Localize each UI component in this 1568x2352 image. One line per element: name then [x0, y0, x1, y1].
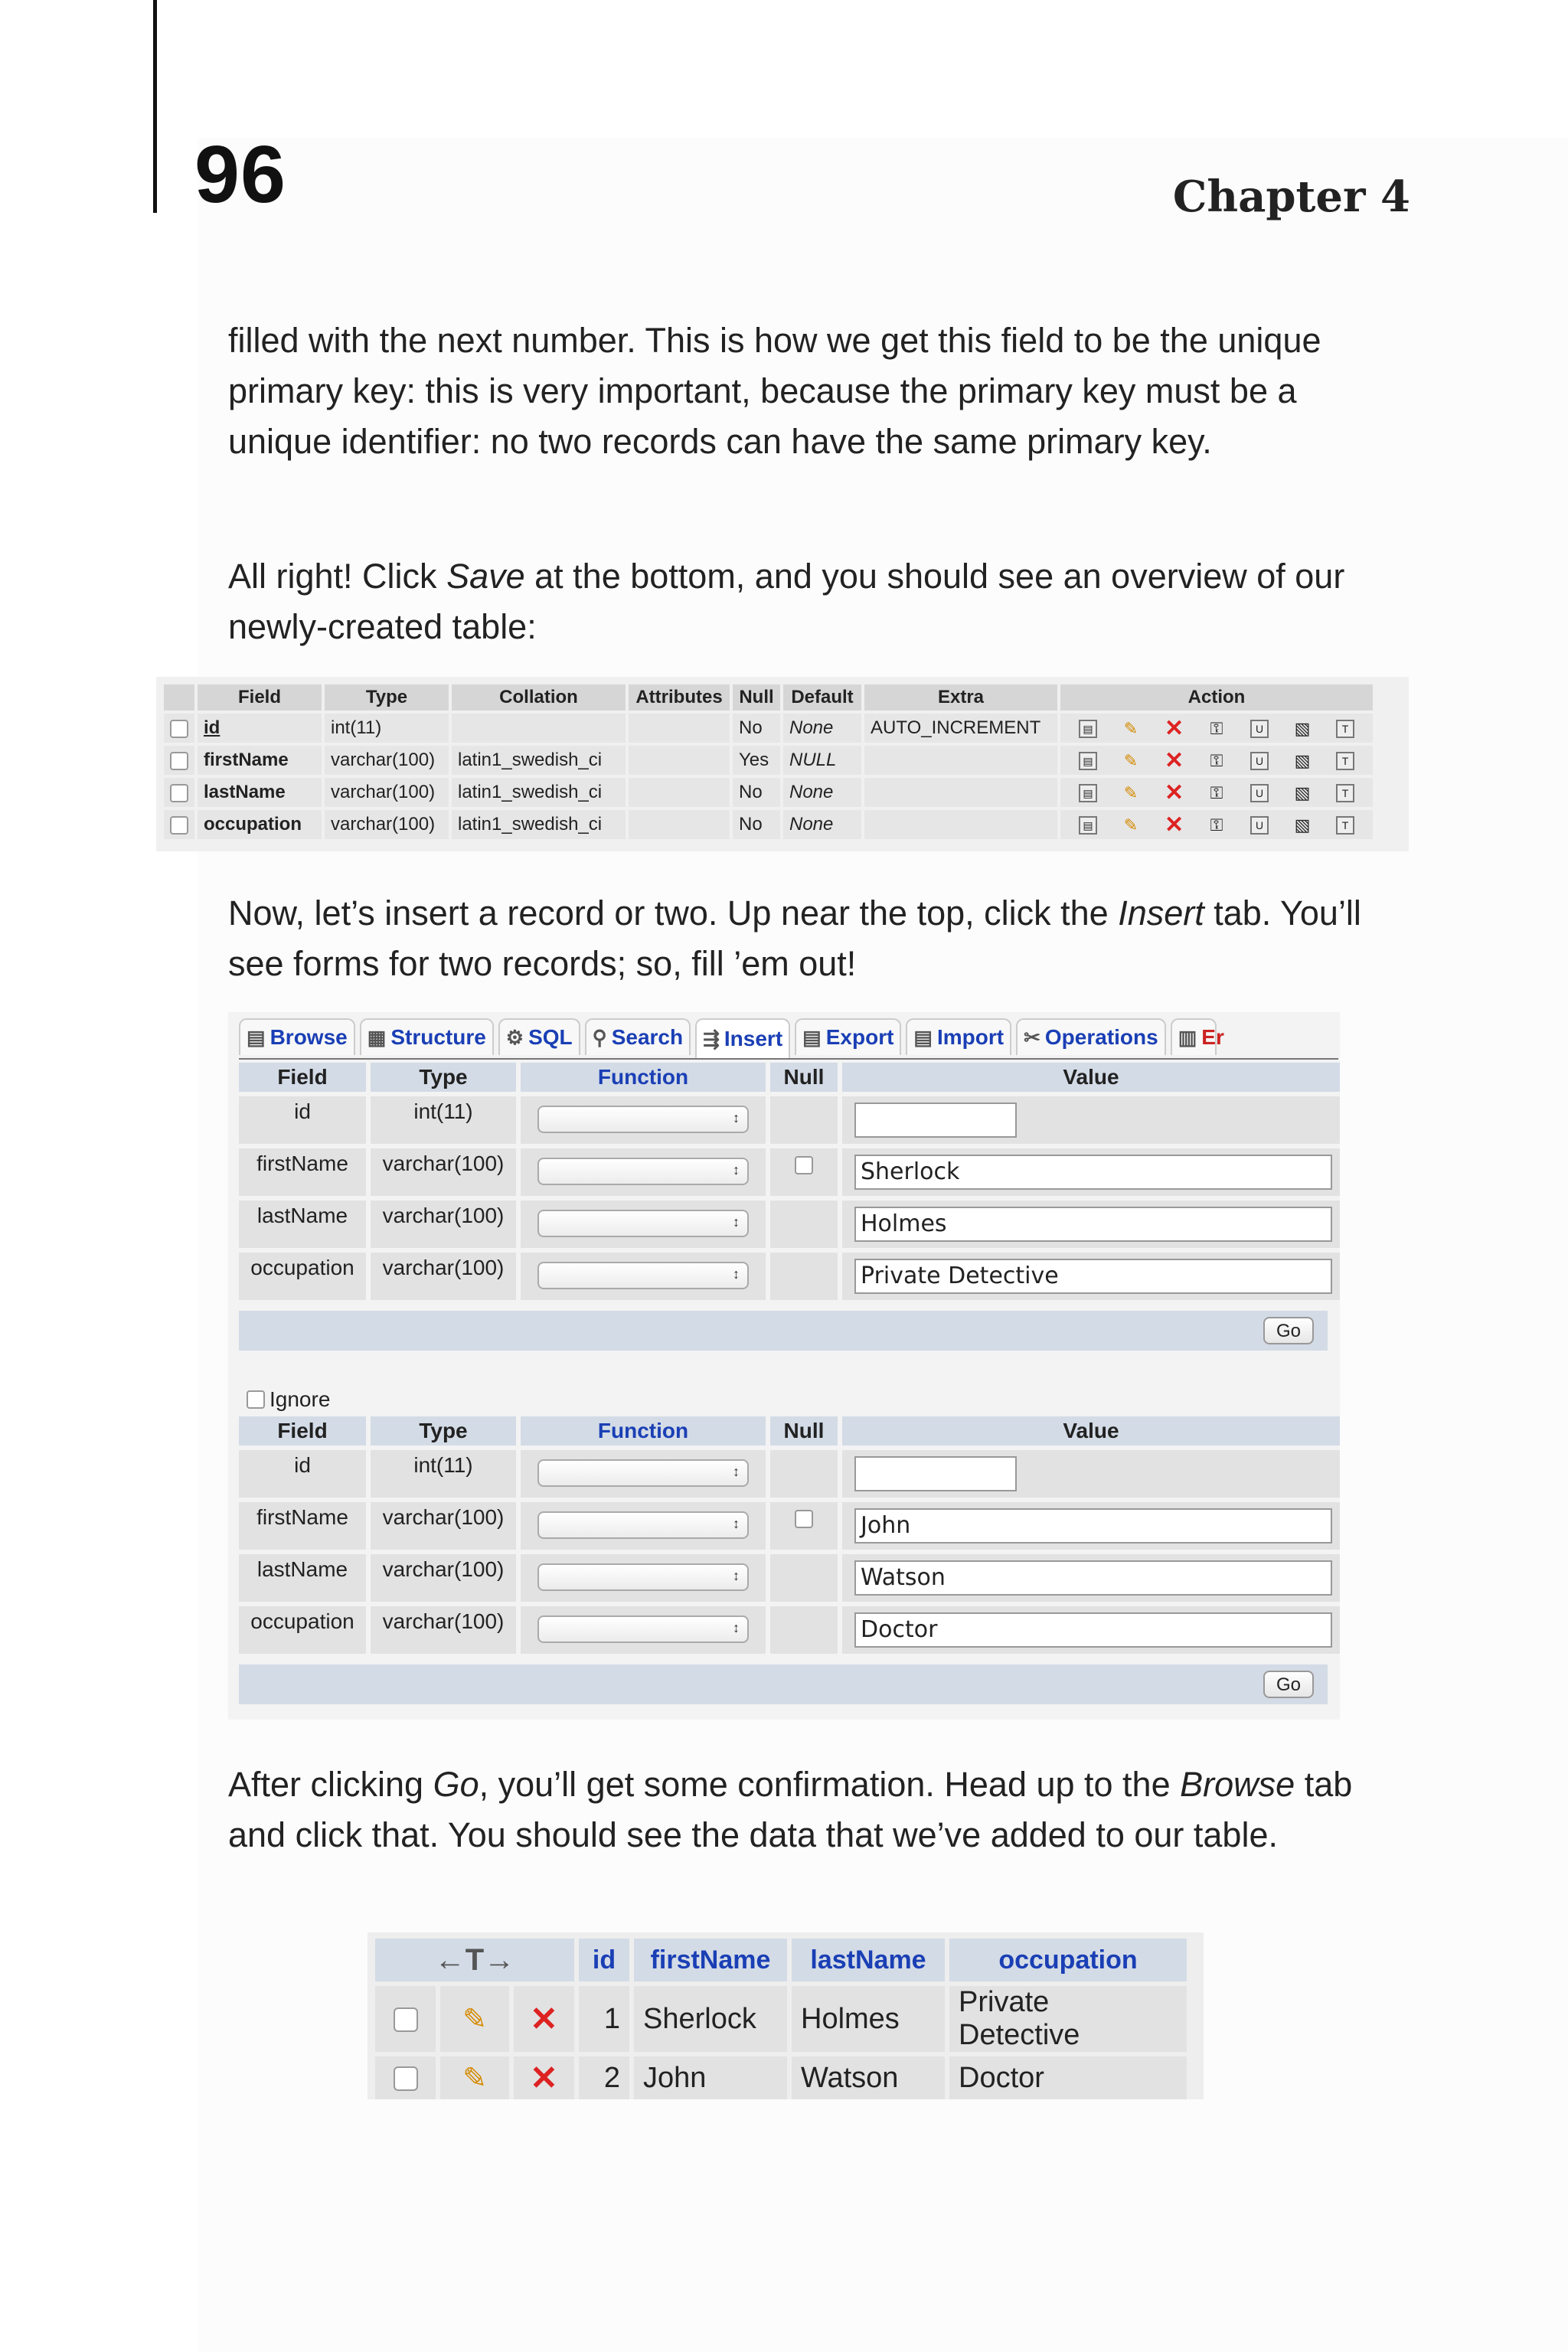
field-type: varchar(100) [325, 810, 449, 839]
row-checkbox[interactable] [394, 2007, 418, 2032]
edit-pencil-icon[interactable]: ✎ [462, 2062, 487, 2095]
header-function: Function [521, 1416, 766, 1446]
tab-search[interactable]: ⚲ Search [585, 1018, 691, 1055]
unique-icon[interactable]: U [1250, 720, 1269, 738]
header-null: Null [770, 1416, 838, 1446]
function-cell [521, 1148, 766, 1196]
edit-pencil-icon[interactable]: ✎ [1123, 782, 1138, 802]
null-cell [770, 1502, 838, 1550]
action-cell [1060, 810, 1373, 839]
collation: latin1_swedish_ci [452, 778, 626, 807]
row-checkbox-cell [164, 714, 194, 743]
extra-value [864, 746, 1057, 775]
tab-structure[interactable]: ▦ Structure [360, 1018, 494, 1055]
tab-import[interactable]: ▤ Import [906, 1018, 1011, 1055]
insert-record-2 [239, 1416, 1340, 1654]
page-number: 96 [194, 129, 286, 220]
col-field: Field [198, 684, 322, 710]
header-field: Field [239, 1416, 366, 1446]
field-type: varchar(100) [371, 1606, 516, 1654]
ignore-label: Ignore [270, 1387, 331, 1411]
row-checkbox-cell [164, 746, 194, 775]
cell-id: 2 [579, 2056, 629, 2099]
function-cell [521, 1096, 766, 1144]
value-input-firstname[interactable]: John [854, 1508, 1332, 1544]
col-lastname[interactable]: lastName [792, 1939, 945, 1981]
field-type: int(11) [371, 1450, 516, 1498]
row-checkbox-cell [164, 778, 194, 807]
field-type: varchar(100) [371, 1554, 516, 1602]
collation: latin1_swedish_ci [452, 746, 626, 775]
field-name: firstName [239, 1148, 366, 1196]
margin-rule [153, 0, 157, 213]
field-name: id [198, 714, 322, 743]
col-attributes: Attributes [629, 684, 730, 710]
col-collation: Collation [452, 684, 626, 710]
primary-key-icon[interactable]: ⚿ [1210, 750, 1223, 770]
export-icon: ▤ [802, 1026, 822, 1049]
value-input-occupation[interactable]: Private Detective [854, 1259, 1332, 1294]
extra-value: AUTO_INCREMENT [864, 714, 1057, 743]
delete-cell [514, 2056, 574, 2099]
col-type: Type [325, 684, 449, 710]
index-icon[interactable]: ▧ [1294, 782, 1311, 802]
value-cell [842, 1253, 1340, 1300]
unique-icon[interactable]: U [1250, 784, 1269, 802]
primary-key-icon[interactable]: ⚿ [1210, 718, 1223, 738]
structure-icon: ▦ [367, 1026, 387, 1049]
field-type: varchar(100) [371, 1148, 516, 1196]
cell-firstname: John [634, 2056, 787, 2099]
field-type: varchar(100) [325, 778, 449, 807]
row-checkbox[interactable] [170, 784, 188, 802]
header-null: Null [770, 1063, 838, 1092]
cell-lastname: Watson [792, 2056, 945, 2099]
null-checkbox[interactable] [795, 1156, 813, 1174]
operations-icon: ✂ [1024, 1026, 1040, 1049]
null-cell [770, 1200, 838, 1248]
unique-icon[interactable]: U [1250, 816, 1269, 835]
col-id[interactable]: id [579, 1939, 629, 1981]
function-cell [521, 1450, 766, 1498]
edit-pencil-icon[interactable]: ✎ [1123, 718, 1138, 738]
browse-icon[interactable]: ▤ [1079, 752, 1097, 770]
function-select[interactable] [537, 1615, 749, 1643]
empty-icon: ▥ [1178, 1026, 1197, 1049]
field-type: int(11) [371, 1096, 516, 1144]
value-cell [842, 1148, 1340, 1196]
paragraph-4: After clicking Go, you’ll get some confirmation. Head up to the Browse tab and click that. You should see the data that we’ve added to our table. [228, 1765, 1353, 1854]
collation: latin1_swedish_ci [452, 810, 626, 839]
go-button[interactable]: Go [1263, 1317, 1314, 1344]
function-select[interactable] [537, 1563, 749, 1591]
function-cell [521, 1200, 766, 1248]
go-bar [239, 1664, 1328, 1704]
row-checkbox-cell [375, 2056, 436, 2099]
null-checkbox[interactable] [795, 1510, 813, 1528]
header-field: Field [239, 1063, 366, 1092]
null-value: Yes [733, 746, 780, 775]
null-cell [770, 1606, 838, 1654]
function-select[interactable] [537, 1210, 749, 1237]
primary-key-icon[interactable]: ⚿ [1210, 782, 1223, 802]
import-icon: ▤ [913, 1026, 933, 1049]
delete-x-icon[interactable]: ✕ [1165, 715, 1184, 741]
delete-x-icon[interactable]: ✕ [530, 2000, 558, 2038]
primary-key-icon[interactable]: ⚿ [1210, 815, 1223, 835]
structure-row [164, 810, 1373, 839]
value-input-lastname[interactable]: Watson [854, 1560, 1332, 1596]
ignore-checkbox[interactable] [247, 1390, 265, 1409]
go-button[interactable]: Go [1263, 1671, 1314, 1698]
structure-row [164, 746, 1373, 775]
delete-x-icon[interactable]: ✕ [530, 2059, 558, 2097]
index-icon[interactable]: ▧ [1294, 815, 1311, 835]
unique-icon[interactable]: U [1250, 752, 1269, 770]
value-input-id[interactable] [854, 1102, 1017, 1138]
index-icon[interactable]: ▧ [1294, 718, 1311, 738]
row-controls-header [375, 1939, 574, 1981]
function-select[interactable] [537, 1106, 749, 1133]
browse-results [368, 1932, 1204, 2099]
null-cell [770, 1148, 838, 1196]
null-cell [770, 1554, 838, 1602]
delete-cell [514, 1986, 574, 2052]
structure-row [164, 714, 1373, 743]
delete-x-icon[interactable]: ✕ [1165, 747, 1184, 773]
default-value: None [783, 714, 861, 743]
row-checkbox[interactable] [170, 720, 188, 738]
browse-icon: ▤ [247, 1026, 266, 1049]
null-cell [770, 1253, 838, 1300]
insert-icon: ⇶ [703, 1027, 720, 1050]
header-type: Type [371, 1063, 516, 1092]
sql-icon: ⚙ [505, 1026, 524, 1049]
value-cell [842, 1450, 1340, 1498]
ignore-option[interactable] [247, 1387, 330, 1412]
attributes [629, 714, 730, 743]
cell-occupation: Doctor [949, 2056, 1187, 2099]
paragraph-1: filled with the next number. This is how we get this field to be the unique primary key: this is very important, because the primary key must be a unique identifier: no two records can have the same primary key. [228, 321, 1321, 461]
function-select[interactable] [537, 1511, 749, 1539]
collation [452, 714, 626, 743]
search-icon: ⚲ [592, 1026, 607, 1049]
column-arrows-icon[interactable]: ←T→ [434, 1942, 515, 1977]
value-cell [842, 1096, 1340, 1144]
paragraph-3: Now, let’s insert a record or two. Up near the top, click the Insert tab. You’ll see forms for two records; so, fill ’em out! [228, 893, 1361, 983]
fulltext-icon[interactable]: T [1336, 784, 1354, 802]
field-name: firstName [239, 1502, 366, 1550]
value-cell [842, 1200, 1340, 1248]
field-name: occupation [239, 1606, 366, 1654]
default-value: None [783, 778, 861, 807]
value-cell [842, 1606, 1340, 1654]
field-name: occupation [239, 1253, 366, 1300]
attributes [629, 746, 730, 775]
header-type: Type [371, 1416, 516, 1446]
null-value: No [733, 810, 780, 839]
null-cell [770, 1096, 838, 1144]
col-action: Action [1060, 684, 1373, 710]
field-name: occupation [198, 810, 322, 839]
insert-record-1 [239, 1063, 1340, 1300]
header-value: Value [842, 1416, 1340, 1446]
field-name: firstName [198, 746, 322, 775]
fulltext-icon[interactable]: T [1336, 720, 1354, 738]
extra-value [864, 778, 1057, 807]
tab-browse[interactable]: ▤ Browse [239, 1018, 355, 1055]
tab-empty[interactable]: ▥ Er [1171, 1018, 1217, 1055]
value-cell [842, 1554, 1340, 1602]
attributes [629, 810, 730, 839]
field-name: id [239, 1096, 366, 1144]
function-select[interactable] [537, 1158, 749, 1185]
field-type: varchar(100) [371, 1253, 516, 1300]
null-value: No [733, 778, 780, 807]
action-cell [1060, 778, 1373, 807]
action-cell [1060, 714, 1373, 743]
browse-icon[interactable]: ▤ [1079, 816, 1097, 835]
default-value: NULL [783, 746, 861, 775]
cell-occupation: Private Detective [949, 1986, 1187, 2052]
select-column [164, 684, 194, 710]
value-input-id[interactable] [854, 1456, 1017, 1491]
value-cell [842, 1502, 1340, 1550]
edit-pencil-icon[interactable]: ✎ [1123, 750, 1138, 770]
paragraph-2: All right! Click Save at the bottom, and you should see an overview of our newly-created table: [228, 557, 1345, 646]
attributes [629, 778, 730, 807]
edit-cell [440, 2056, 509, 2099]
field-name: lastName [239, 1554, 366, 1602]
row-checkbox[interactable] [170, 816, 188, 835]
edit-cell [440, 1986, 509, 2052]
col-occupation[interactable]: occupation [949, 1939, 1187, 1981]
row-checkbox[interactable] [394, 2066, 418, 2091]
value-input-firstname[interactable]: Sherlock [854, 1155, 1332, 1190]
table-row [375, 2056, 1187, 2099]
col-firstname[interactable]: firstName [634, 1939, 787, 1981]
insert-panel [228, 1012, 1340, 1720]
value-input-lastname[interactable]: Holmes [854, 1207, 1332, 1242]
go-bar [239, 1311, 1328, 1351]
default-value: None [783, 810, 861, 839]
header-function: Function [521, 1063, 766, 1092]
edit-pencil-icon[interactable]: ✎ [462, 2003, 487, 2036]
field-type: int(11) [325, 714, 449, 743]
field-type: varchar(100) [371, 1502, 516, 1550]
row-checkbox-cell [375, 1986, 436, 2052]
field-name: lastName [198, 778, 322, 807]
cell-firstname: Sherlock [634, 1986, 787, 2052]
null-value: No [733, 714, 780, 743]
col-null: Null [733, 684, 780, 710]
cell-lastname: Holmes [792, 1986, 945, 2052]
function-select[interactable] [537, 1459, 749, 1487]
col-default: Default [783, 684, 861, 710]
edit-pencil-icon[interactable]: ✎ [1123, 815, 1138, 835]
extra-value [864, 810, 1057, 839]
null-cell [770, 1450, 838, 1498]
row-checkbox[interactable] [170, 752, 188, 770]
function-cell [521, 1253, 766, 1300]
tab-sql[interactable]: ⚙ SQL [498, 1018, 580, 1055]
function-cell [521, 1606, 766, 1654]
tab-export[interactable]: ▤ Export [795, 1018, 901, 1055]
browse-icon[interactable]: ▤ [1079, 720, 1097, 738]
fulltext-icon[interactable]: T [1336, 752, 1354, 770]
field-type: varchar(100) [325, 746, 449, 775]
value-input-occupation[interactable]: Doctor [854, 1612, 1332, 1648]
function-select[interactable] [537, 1262, 749, 1289]
chapter-title: Chapter 4 [1172, 172, 1410, 222]
tab-underline [239, 1058, 1338, 1060]
browse-icon[interactable]: ▤ [1079, 784, 1097, 802]
delete-x-icon[interactable]: ✕ [1165, 812, 1184, 838]
index-icon[interactable]: ▧ [1294, 750, 1311, 770]
function-cell [521, 1502, 766, 1550]
table-row [375, 1986, 1187, 2052]
field-name: id [239, 1450, 366, 1498]
cell-id: 1 [579, 1986, 629, 2052]
col-extra: Extra [864, 684, 1057, 710]
tab-bar [239, 1018, 1224, 1058]
structure-table [156, 677, 1409, 851]
field-type: varchar(100) [371, 1200, 516, 1248]
row-checkbox-cell [164, 810, 194, 839]
tab-operations[interactable]: ✂ Operations [1016, 1018, 1166, 1055]
field-name: lastName [239, 1200, 366, 1248]
delete-x-icon[interactable]: ✕ [1165, 779, 1184, 805]
header-value: Value [842, 1063, 1340, 1092]
fulltext-icon[interactable]: T [1336, 816, 1354, 835]
structure-row [164, 778, 1373, 807]
function-cell [521, 1554, 766, 1602]
action-cell [1060, 746, 1373, 775]
tab-insert[interactable]: ⇶ Insert [695, 1018, 790, 1058]
